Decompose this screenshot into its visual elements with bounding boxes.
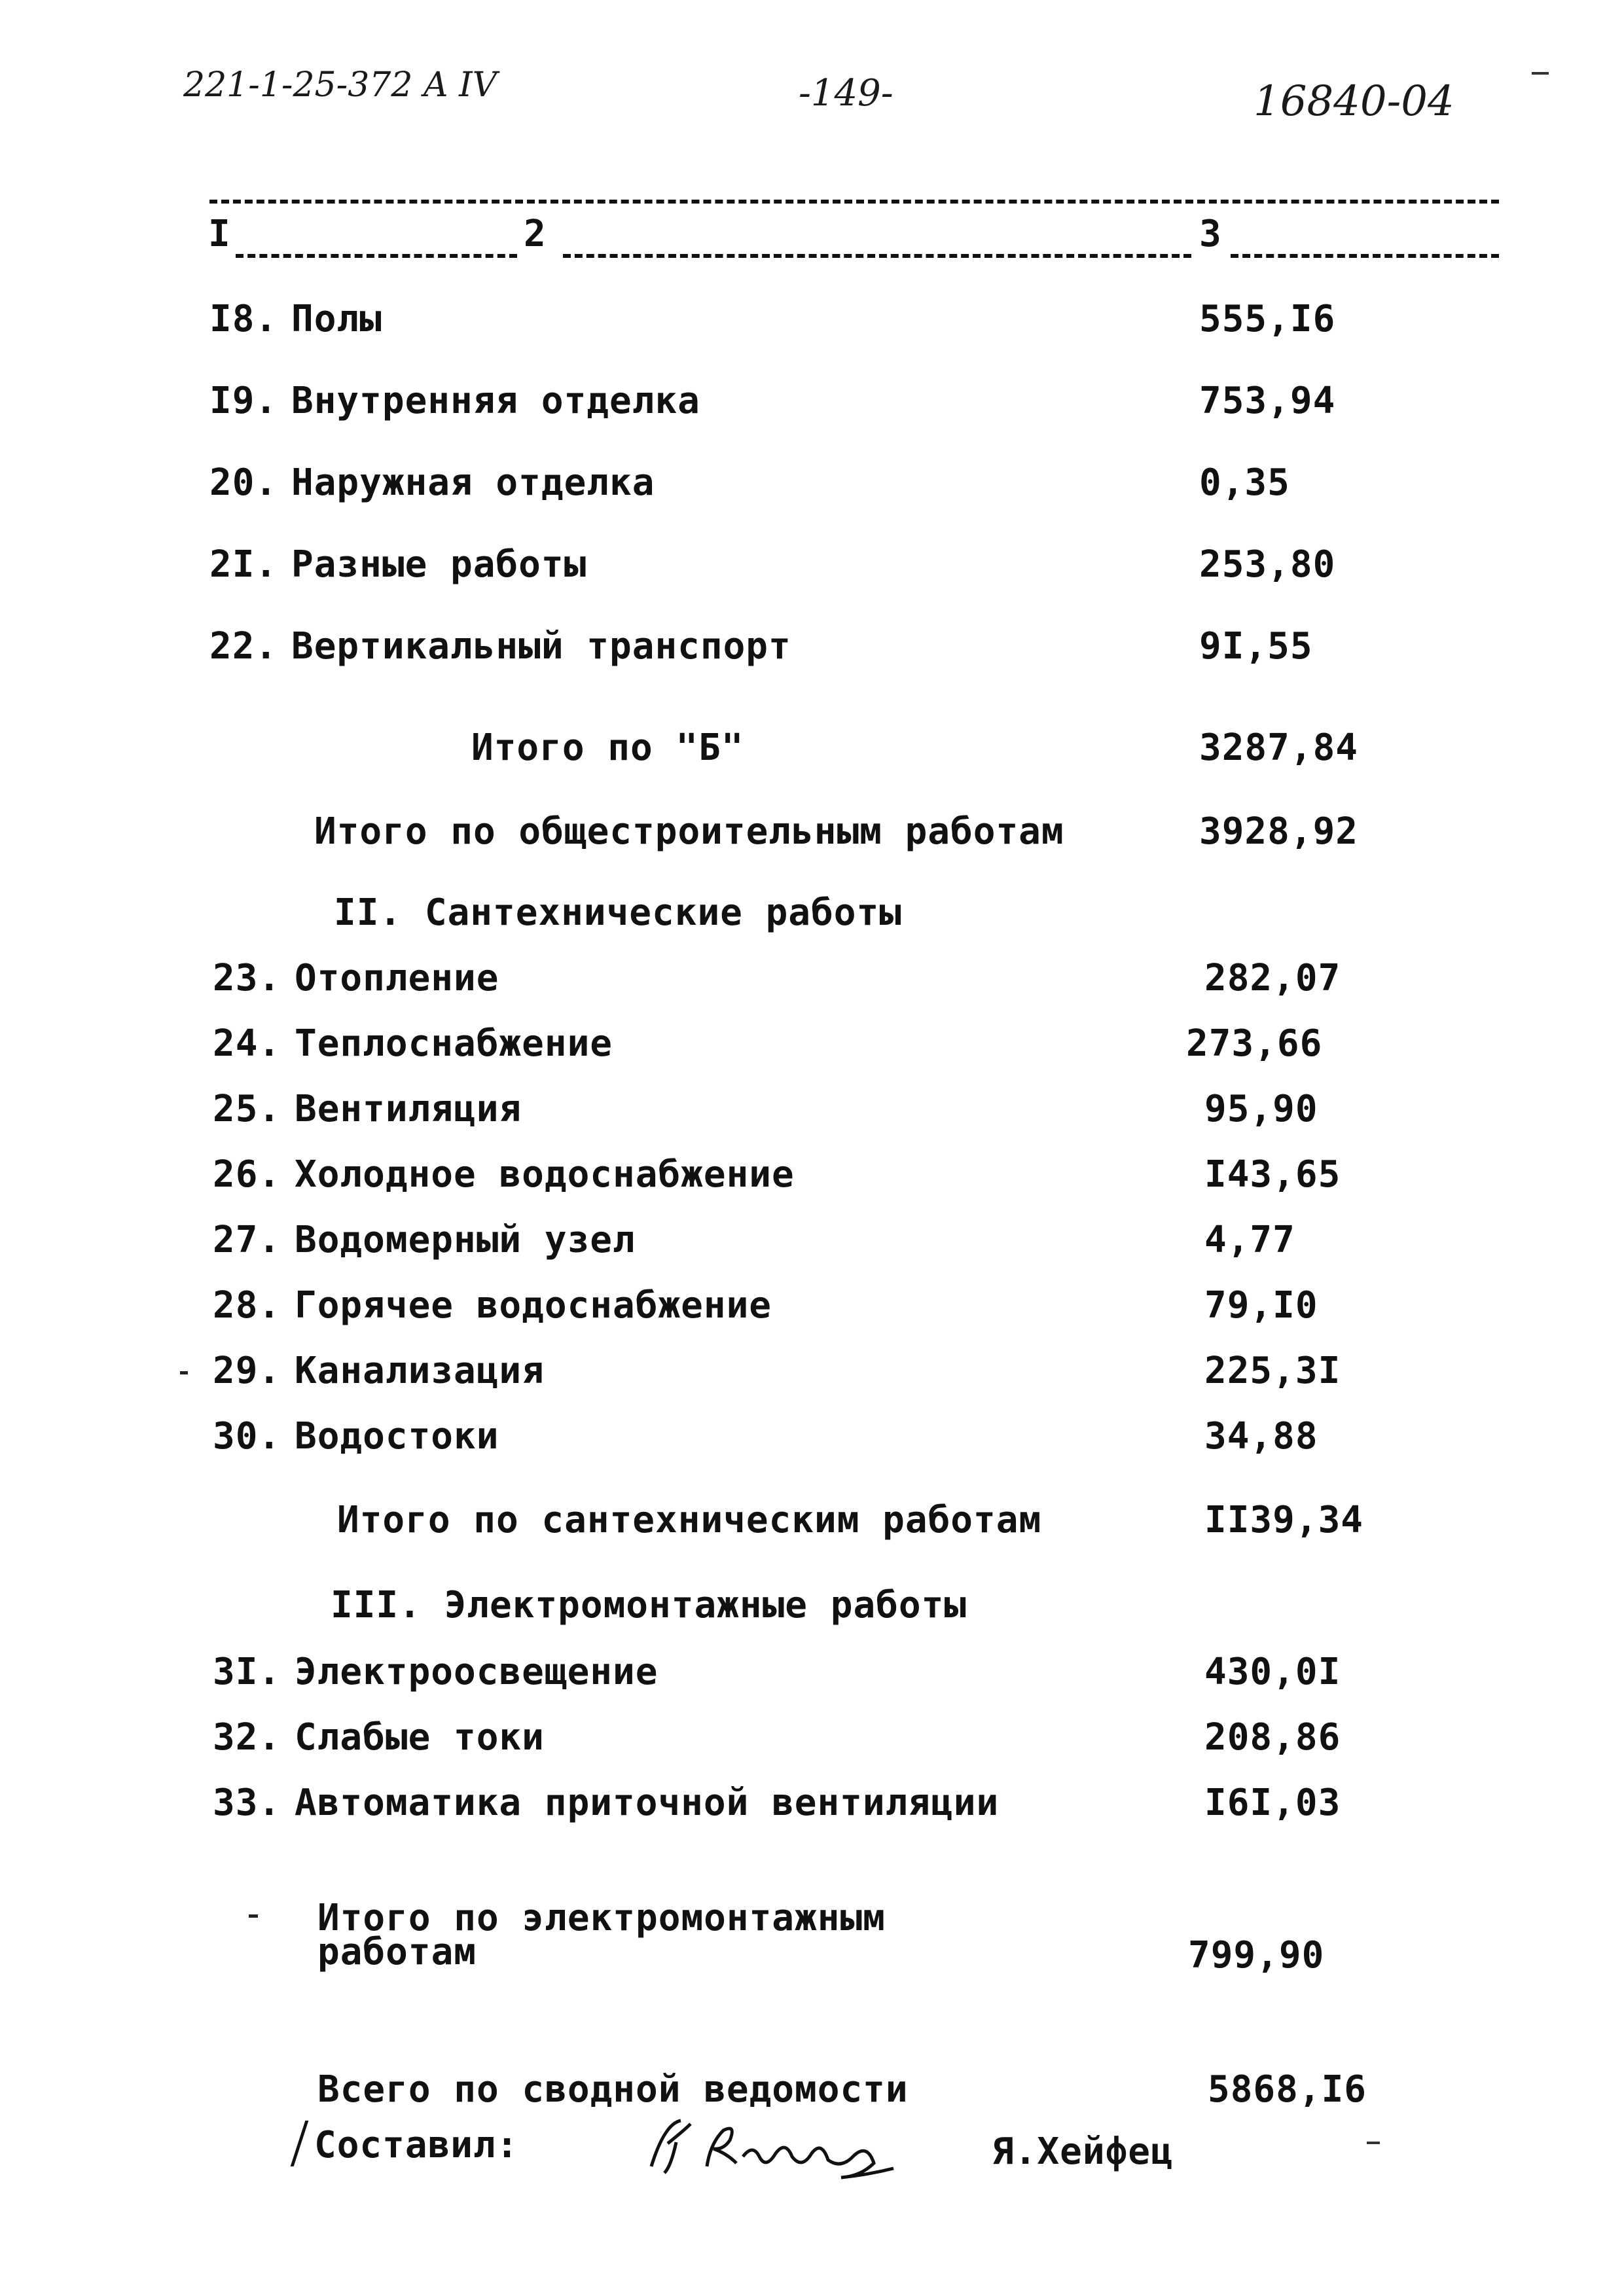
handwritten-signature [645, 2104, 907, 2183]
row-name: Автоматика приточной вентиляции [295, 1782, 1000, 1824]
section-2-total-label: Итого по сантехническим работам [337, 1499, 1042, 1541]
table-top-rule [209, 200, 1499, 204]
row-value: 753,94 [1199, 380, 1336, 422]
row-name: Теплоснабжение [295, 1022, 613, 1065]
margin-dash [180, 1371, 188, 1374]
section-3-total-label-line2: работам [317, 1931, 477, 1973]
row-number: 24. [213, 1022, 281, 1065]
section-2-total-value: II39,34 [1204, 1499, 1364, 1541]
row-name: Отопление [295, 957, 499, 999]
row-value: 555,I6 [1199, 298, 1336, 340]
row-name: Разные работы [291, 543, 587, 586]
row-value: 0,35 [1199, 461, 1290, 504]
row-value: 253,80 [1199, 543, 1336, 586]
row-number: 29. [213, 1350, 281, 1392]
row-name: Электроосвещение [295, 1651, 659, 1693]
total-general-label: Итого по общестроительным работам [314, 810, 1064, 853]
row-number: 2I. [209, 543, 278, 586]
row-name: Внутренняя отделка [291, 380, 700, 422]
row-name: Наружная отделка [291, 461, 655, 504]
row-value: 95,90 [1204, 1088, 1318, 1130]
table-header-rule [236, 254, 517, 258]
margin-dash [249, 1914, 258, 1918]
signatory-name: Я.Хейфец [992, 2130, 1174, 2173]
row-number: 25. [213, 1088, 281, 1130]
row-value: I43,65 [1204, 1153, 1341, 1196]
total-b-value: 3287,84 [1199, 726, 1359, 769]
section-3-total-label-line1: Итого по электромонтажным [317, 1897, 886, 1939]
row-value: 282,07 [1204, 957, 1341, 999]
column-header-1: I [208, 213, 231, 255]
row-number: 32. [213, 1716, 281, 1759]
section-3-title: III. Электромонтажные работы [331, 1584, 967, 1626]
row-name: Водомерный узел [295, 1219, 636, 1261]
corner-mark [1532, 72, 1549, 75]
row-name: Вентиляция [295, 1088, 522, 1130]
section-2-title: II. Сантехнические работы [334, 891, 902, 934]
column-header-3: 3 [1199, 213, 1222, 255]
page-number: -149- [799, 72, 893, 115]
row-number: 26. [213, 1153, 281, 1196]
document-code: 221-1-25-372 A IV [183, 65, 497, 105]
row-value: 34,88 [1204, 1415, 1318, 1458]
row-value: 4,77 [1204, 1219, 1295, 1261]
row-value: 208,86 [1204, 1716, 1341, 1759]
total-b-label: Итого по "Б" [471, 726, 744, 769]
row-value: 225,3I [1204, 1350, 1341, 1392]
row-number: 23. [213, 957, 281, 999]
margin-dash [1367, 2142, 1380, 2144]
row-number: 22. [209, 625, 278, 668]
slash-mark [291, 2121, 309, 2166]
row-name: Холодное водоснабжение [295, 1153, 795, 1196]
row-value: 79,I0 [1204, 1284, 1318, 1327]
row-name: Слабые токи [295, 1716, 545, 1759]
row-value: 273,66 [1186, 1022, 1323, 1065]
row-number: I9. [209, 380, 278, 422]
table-header-rule [563, 254, 1191, 258]
row-name: Водостоки [295, 1415, 499, 1458]
row-value: 9I,55 [1199, 625, 1313, 668]
column-header-2: 2 [524, 213, 547, 255]
row-name: Канализация [295, 1350, 545, 1392]
compiled-by-label: Составил: [314, 2124, 519, 2166]
row-number: 27. [213, 1219, 281, 1261]
row-name: Полы [291, 298, 382, 340]
row-number: 33. [213, 1782, 281, 1824]
archive-number: 16840-04 [1254, 77, 1454, 126]
total-general-value: 3928,92 [1199, 810, 1359, 853]
row-name: Вертикальный транспорт [291, 625, 791, 668]
row-value: 430,0I [1204, 1651, 1341, 1693]
row-number: I8. [209, 298, 278, 340]
grand-total-label: Всего по сводной ведомости [317, 2068, 909, 2111]
row-number: 20. [209, 461, 278, 504]
section-3-total-value: 799,90 [1188, 1934, 1325, 1977]
row-value: I6I,03 [1204, 1782, 1341, 1824]
row-name: Горячее водоснабжение [295, 1284, 772, 1327]
row-number: 3I. [213, 1651, 281, 1693]
row-number: 30. [213, 1415, 281, 1458]
table-header-rule [1231, 254, 1499, 258]
row-number: 28. [213, 1284, 281, 1327]
grand-total-value: 5868,I6 [1208, 2068, 1367, 2111]
